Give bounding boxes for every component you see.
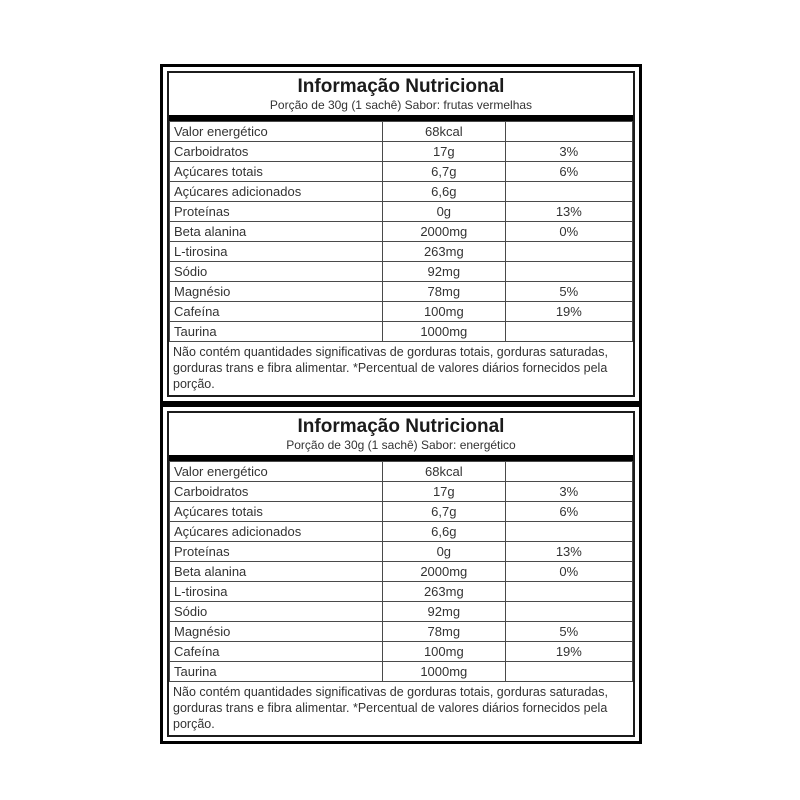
nutrient-name: Açúcares totais [170,162,383,182]
nutrient-amount: 2000mg [382,562,505,582]
nutrient-row [170,262,633,282]
nutrient-name: L-tirosina [170,582,383,602]
nutrient-name: Valor energético [170,122,383,142]
nutrient-amount: 263mg [382,582,505,602]
nutrient-row [170,122,633,142]
nutrient-name: Carboidratos [170,142,383,162]
nutrient-daily-value: 6% [505,502,632,522]
nutrition-title: Informação Nutricional [297,416,505,437]
nutrient-name: Cafeína [170,302,383,322]
nutrient-row [170,162,633,182]
nutrient-amount: 1000mg [382,662,505,682]
nutrient-row [170,562,633,582]
nutrient-name: L-tirosina [170,242,383,262]
nutrition-title: Informação Nutricional [297,76,505,97]
nutrient-daily-value [505,582,632,602]
nutrient-amount: 17g [382,142,505,162]
nutrient-amount: 68kcal [382,462,505,482]
nutrient-row [170,482,633,502]
nutrient-name: Açúcares adicionados [170,182,383,202]
nutrient-amount: 0g [382,202,505,222]
nutrient-daily-value [505,602,632,622]
nutrient-row [170,222,633,242]
nutrient-amount: 68kcal [382,122,505,142]
nutrient-row [170,242,633,262]
nutrient-name: Proteínas [170,542,383,562]
nutrient-name: Taurina [170,322,383,342]
nutrient-daily-value [505,122,632,142]
nutrient-name: Taurina [170,662,383,682]
nutrient-amount: 100mg [382,302,505,322]
nutrient-row [170,622,633,642]
nutrient-amount: 92mg [382,602,505,622]
nutrient-daily-value [505,242,632,262]
nutrient-name: Magnésio [170,282,383,302]
nutrient-daily-value [505,662,632,682]
nutrient-name: Beta alanina [170,222,383,242]
nutrient-name: Açúcares adicionados [170,522,383,542]
nutrient-daily-value [505,182,632,202]
nutrient-row [170,582,633,602]
nutrient-row [170,302,633,322]
nutrient-name: Beta alanina [170,562,383,582]
nutrient-name: Açúcares totais [170,502,383,522]
nutrition-table [169,121,633,342]
label-inner-frame [167,411,635,737]
nutrient-daily-value: 5% [505,282,632,302]
nutrient-daily-value [505,522,632,542]
nutrient-daily-value: 13% [505,542,632,562]
nutrient-amount: 100mg [382,642,505,662]
label-inner-frame [167,71,635,397]
nutrient-daily-value: 3% [505,482,632,502]
serving-info: Porção de 30g (1 sachê) Sabor: frutas vermelhas [269,98,533,112]
nutrient-row [170,462,633,482]
nutrient-amount: 6,7g [382,502,505,522]
nutrient-daily-value [505,322,632,342]
nutrient-daily-value: 3% [505,142,632,162]
nutrient-amount: 6,6g [382,522,505,542]
nutrition-label-energetico [160,404,642,744]
nutrient-row [170,642,633,662]
nutrient-amount: 6,6g [382,182,505,202]
label-header [169,413,633,455]
nutrient-daily-value [505,462,632,482]
footnote: Não contém quantidades significativas de gorduras totais, gorduras saturadas, gorduras trans e fibra alimentar. *Percentual de valores diários fornecidos pela porção. [173,685,608,731]
nutrient-daily-value: 5% [505,622,632,642]
nutrient-row [170,282,633,302]
nutrient-row [170,322,633,342]
nutrient-name: Sódio [170,602,383,622]
nutrient-name: Cafeína [170,642,383,662]
nutrient-row [170,542,633,562]
nutrient-row [170,142,633,162]
nutrient-amount: 2000mg [382,222,505,242]
nutrient-amount: 78mg [382,282,505,302]
footnote: Não contém quantidades significativas de gorduras totais, gorduras saturadas, gorduras trans e fibra alimentar. *Percentual de valores diários fornecidos pela porção. [173,345,608,391]
nutrient-row [170,502,633,522]
nutrient-row [170,202,633,222]
nutrient-amount: 0g [382,542,505,562]
nutrient-daily-value: 6% [505,162,632,182]
nutrient-amount: 263mg [382,242,505,262]
nutrient-row [170,182,633,202]
serving-info: Porção de 30g (1 sachê) Sabor: energético [286,438,516,452]
nutrient-daily-value: 0% [505,222,632,242]
nutrient-name: Proteínas [170,202,383,222]
nutrient-amount: 17g [382,482,505,502]
nutrient-name: Magnésio [170,622,383,642]
nutrition-label-frutas-vermelhas [160,64,642,404]
nutrient-amount: 92mg [382,262,505,282]
nutrient-name: Carboidratos [170,482,383,502]
nutrient-daily-value: 0% [505,562,632,582]
nutrient-amount: 6,7g [382,162,505,182]
nutrient-row [170,662,633,682]
nutrient-row [170,602,633,622]
nutrient-daily-value [505,262,632,282]
nutrition-table [169,461,633,682]
nutrient-daily-value: 13% [505,202,632,222]
nutrient-name: Valor energético [170,462,383,482]
nutrient-daily-value: 19% [505,302,632,322]
nutrient-row [170,522,633,542]
nutrient-daily-value: 19% [505,642,632,662]
label-header [169,73,633,115]
nutrient-name: Sódio [170,262,383,282]
nutrient-amount: 1000mg [382,322,505,342]
nutrient-amount: 78mg [382,622,505,642]
